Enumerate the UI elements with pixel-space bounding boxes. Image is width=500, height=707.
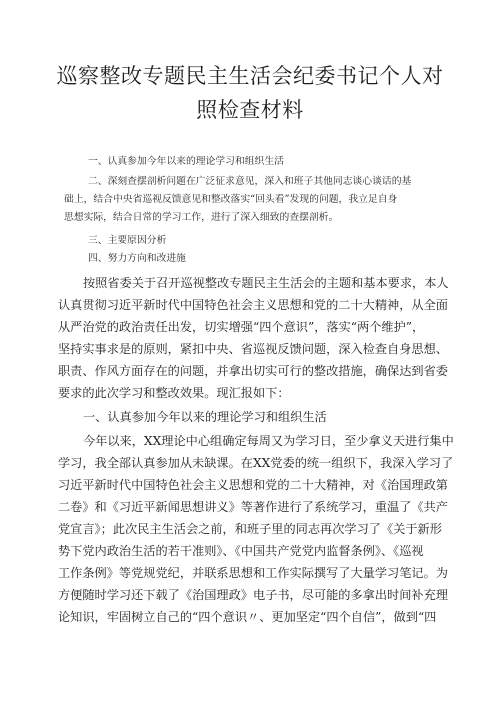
body-paragraph-line: 认真贯彻习近平新时代中国特色社会主义思想和党的二十大精神，从全面	[58, 298, 448, 312]
document-title-line-2: 照检查材料	[196, 98, 304, 122]
document-title-line-1: 巡察整改专题民主生活会纪委书记个人对	[56, 64, 444, 88]
body-paragraph-line: 坚持实事求是的原则，紧扣中央、省巡视反馈问题，深入检查自身思想、	[58, 342, 448, 356]
body-paragraph-line: 方便随时学习还下载了《治国理政》电子书，尽可能的多拿出时间补充理	[58, 588, 448, 602]
outline-item: 础上，结合中央省巡视反馈意见和整改落实“回头看”发现的问题，我立足自身	[64, 194, 398, 205]
body-paragraph-line: 党宣言》；此次民主生活会之前，和班子里的同志再次学习了《关于新形	[58, 522, 442, 536]
body-paragraph-line: 今年以来，XX理论中心组确定每周又为学习日，至少拿义天进行集中	[83, 434, 454, 448]
outline-item: 思想实际，结合日常的学习工作，进行了深入细致的查摆剖析。	[64, 212, 339, 223]
outline-item: 二、深刻查摆剖析问题在广泛征求意见，深入和班子其他同志谈心谈话的基	[88, 176, 412, 187]
outline-item: 一、认真参加今年以来的理论学习和组织生活	[88, 156, 284, 167]
body-paragraph-line: 二卷》和《习近平新闻思想讲义》等著作进行了系统学习，重温了《共产	[58, 500, 448, 514]
outline-item: 四、努力方向和改进施	[88, 253, 186, 264]
section-heading: 一、认真参加今年以来的理论学习和组织生活	[83, 410, 327, 424]
body-paragraph-line: 工作条例》等党规党纪，并联系思想和工作实际撰写了大量学习笔记。为	[58, 566, 448, 580]
body-paragraph-line: 按照省委关于召开巡视整改专题民主生活会的主题和基本要求，本人	[83, 276, 449, 290]
body-paragraph-line: 从严治党的政治责任出发，切实增强“四个意识”，落实“两个维护”，	[58, 320, 425, 334]
body-paragraph-line: 习近平新时代中国特色社会主义思想和党的二十大精神，对《治国理政第	[58, 478, 448, 492]
body-paragraph-line: 论知识，牢固树立自己的“四个意识〃、更加坚定“四个自信”，做到“四	[58, 610, 437, 624]
body-paragraph-line: 学习，我全部认真参加从未缺课。在XX党委的统一组织下，我深入学习了	[58, 456, 454, 470]
body-paragraph-line: 职责、作风方面存在的问题，并拿出切实可行的整改措施，确保达到省委	[58, 364, 448, 378]
outline-item: 三、主要原因分析	[88, 235, 167, 246]
body-paragraph-line: 要求的此次学习和整改效果。现汇报如下：	[58, 386, 290, 400]
body-paragraph-line: 势下党内政治生活的若干准则》、《中国共产党党内监督条例》、《巡视	[58, 544, 424, 558]
